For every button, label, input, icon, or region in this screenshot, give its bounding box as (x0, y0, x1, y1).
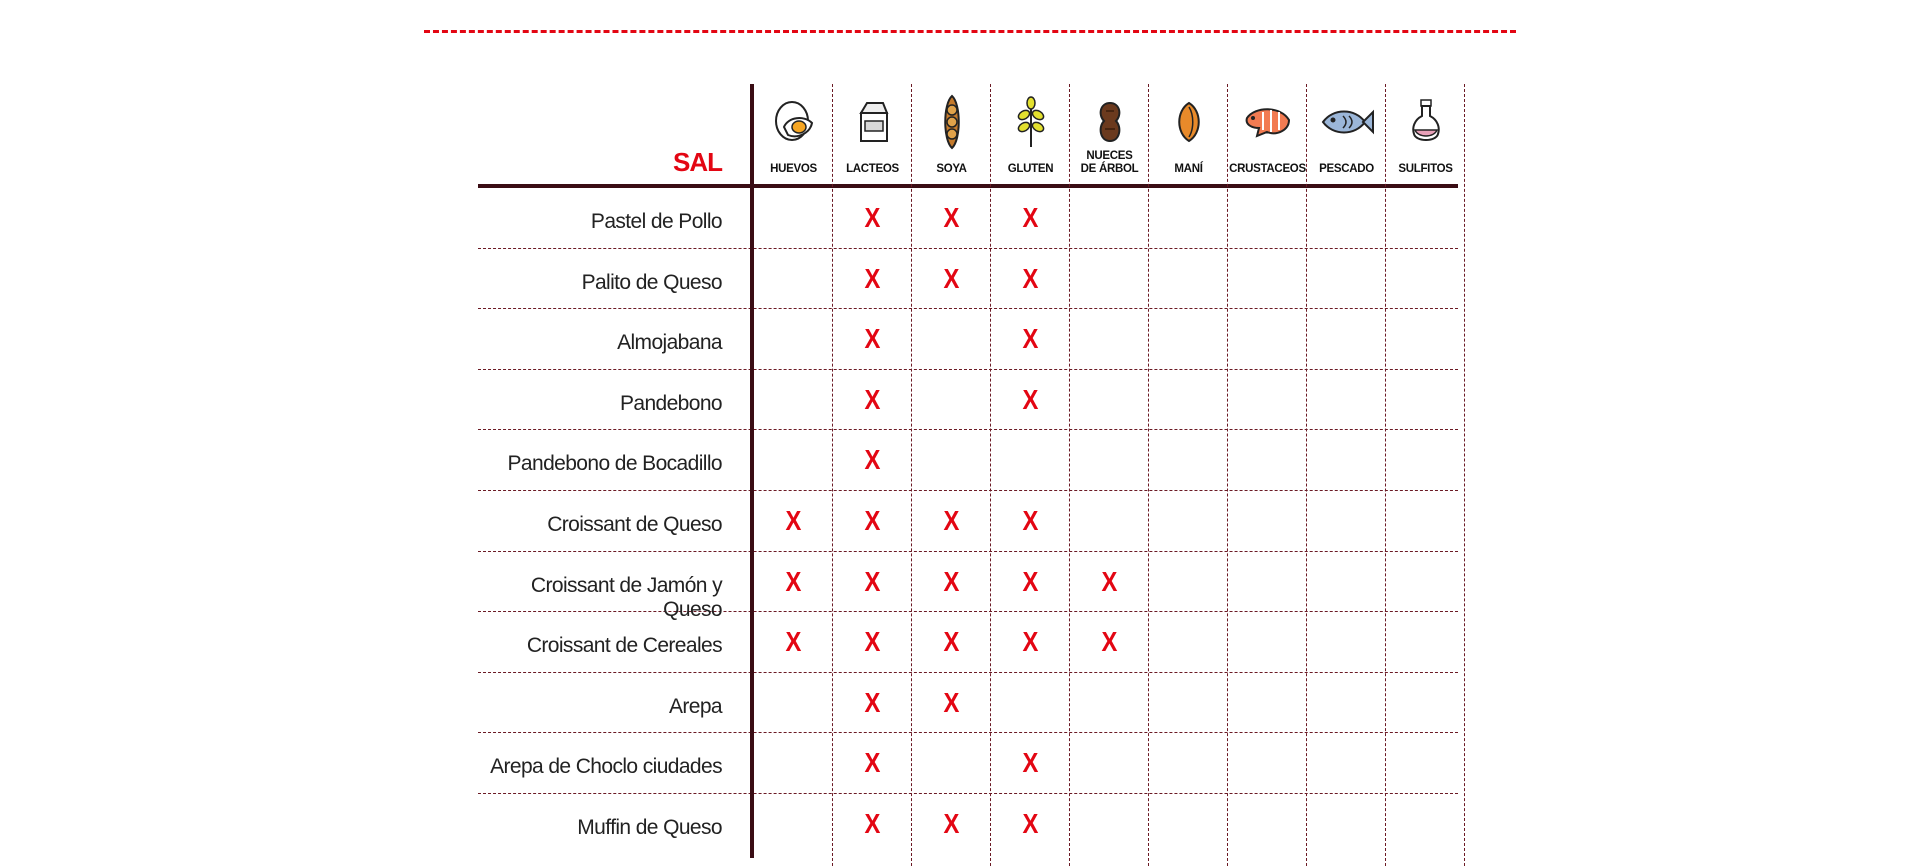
allergen-mark: X (864, 747, 881, 779)
column-divider (1069, 84, 1070, 866)
allergen-cell-empty (1313, 188, 1380, 248)
allergen-cell-empty (1392, 673, 1459, 733)
allergen-cell-empty (1155, 370, 1222, 430)
allergen-cell-empty (1392, 491, 1459, 551)
column-divider (990, 84, 991, 866)
allergen-cell-empty (760, 188, 827, 248)
allergen-mark: X (1022, 626, 1039, 658)
allergen-mark: X (785, 565, 802, 597)
product-name: Arepa de Choclo ciudades (490, 755, 722, 779)
allergen-cell-empty (1392, 733, 1459, 793)
column-label: SULFITOS (1398, 163, 1453, 175)
allergen-cell-empty (1313, 309, 1380, 369)
allergen-cell-empty (1076, 249, 1143, 309)
column-label: MANÍ (1174, 163, 1203, 175)
milk-carton-icon (833, 96, 912, 148)
allergen-cell-empty (1392, 249, 1459, 309)
allergen-cell-empty (1392, 612, 1459, 672)
table-row (478, 552, 1458, 621)
allergen-mark: X (785, 504, 802, 536)
allergen-cell-empty (1392, 188, 1459, 248)
allergen-cell-empty (760, 309, 827, 369)
tree-nut-icon (1070, 96, 1149, 148)
allergen-cell-empty (1076, 370, 1143, 430)
allergen-cell-empty (997, 673, 1064, 733)
column-header-huevos (754, 84, 833, 184)
table-row (478, 430, 1458, 491)
table-row (478, 249, 1458, 310)
allergen-cell-empty (1155, 673, 1222, 733)
allergen-cell-empty (1234, 309, 1301, 369)
allergen-mark: X (1022, 504, 1039, 536)
allergen-mark: X (785, 626, 802, 658)
allergen-cell-empty (760, 430, 827, 490)
allergen-mark: X (864, 323, 881, 355)
column-label: NUECES DE ÁRBOL (1080, 150, 1139, 175)
allergen-cell-empty (1392, 309, 1459, 369)
allergen-mark: X (1022, 565, 1039, 597)
allergen-cell-empty (1392, 794, 1459, 854)
allergen-mark: X (943, 202, 960, 233)
product-name: Croissant de Queso (547, 512, 722, 536)
allergen-mark: X (1022, 323, 1039, 355)
allergen-mark: X (943, 504, 960, 536)
allergen-cell-empty (918, 430, 985, 490)
allergen-cell-empty (1313, 612, 1380, 672)
allergen-cell-empty (1234, 673, 1301, 733)
almond-icon (1149, 96, 1228, 148)
table-row (478, 491, 1458, 552)
column-divider (911, 84, 912, 866)
allergen-mark: X (864, 686, 881, 718)
allergen-cell-empty (1313, 552, 1380, 612)
allergen-cell-empty (1155, 491, 1222, 551)
allergen-cell-empty (1076, 188, 1143, 248)
allergen-cell-empty (1313, 794, 1380, 854)
section-title: SAL (673, 147, 722, 177)
table-row (478, 370, 1458, 431)
allergen-mark: X (864, 504, 881, 536)
allergen-cell-empty (1392, 430, 1459, 490)
allergen-mark: X (943, 807, 960, 839)
column-divider (1148, 84, 1149, 866)
egg-icon (754, 96, 833, 148)
allergen-cell-empty (1313, 491, 1380, 551)
column-header-sulfitos (1386, 84, 1465, 184)
allergen-cell-empty (1155, 249, 1222, 309)
allergen-cell-empty (1076, 430, 1143, 490)
allergen-mark: X (864, 565, 881, 597)
allergen-cell-empty (1155, 309, 1222, 369)
column-divider (1227, 84, 1228, 866)
top-dashed-rule (424, 30, 1516, 33)
allergen-cell-empty (1234, 370, 1301, 430)
column-divider (1306, 84, 1307, 866)
product-name: Croissant de Cereales (526, 634, 722, 658)
allergen-cell-empty (1155, 188, 1222, 248)
allergen-cell-empty (1155, 552, 1222, 612)
column-label: GLUTEN (1007, 163, 1054, 175)
allergen-cell-empty (1234, 552, 1301, 612)
allergen-cell-empty (1313, 673, 1380, 733)
allergen-mark: X (864, 626, 881, 658)
allergen-mark: X (864, 262, 881, 294)
product-name: Croissant de Jamón y Queso (530, 573, 722, 621)
allergen-cell-empty (1076, 673, 1143, 733)
allergen-mark: X (1101, 565, 1118, 597)
allergen-cell-empty (1155, 612, 1222, 672)
column-header-soya (912, 84, 991, 184)
column-label: PESCADO (1319, 163, 1374, 175)
column-label: HUEVOS (770, 163, 817, 175)
product-name: Muffin de Queso (577, 815, 722, 839)
product-name: Pandebono de Bocadillo (507, 452, 722, 476)
allergen-cell-empty (1234, 430, 1301, 490)
allergen-cell-empty (1234, 612, 1301, 672)
table-body (478, 188, 1458, 855)
allergen-cell-empty (760, 733, 827, 793)
allergen-cell-empty (760, 370, 827, 430)
allergen-cell-empty (1313, 370, 1380, 430)
allergen-cell-empty (1076, 794, 1143, 854)
soy-pod-icon (912, 96, 991, 148)
column-header-lacteos (833, 84, 912, 184)
column-header-mani (1149, 84, 1228, 184)
wheat-icon (991, 96, 1070, 148)
allergen-mark: X (1022, 383, 1039, 415)
column-divider (832, 84, 833, 866)
allergen-mark: X (864, 807, 881, 839)
allergen-cell-empty (1392, 552, 1459, 612)
allergen-cell-empty (1076, 733, 1143, 793)
product-name: Arepa (668, 694, 722, 718)
allergen-mark: X (864, 444, 881, 476)
allergen-mark: X (864, 383, 881, 415)
allergen-mark: X (1022, 262, 1039, 294)
product-name: Pandebono (619, 391, 722, 415)
allergen-cell-empty (1234, 733, 1301, 793)
product-name: Almojabana (617, 331, 722, 355)
column-header-nueces-de-arbol (1070, 84, 1149, 184)
allergen-cell-empty (1076, 309, 1143, 369)
allergen-cell-empty (918, 370, 985, 430)
allergen-cell-empty (1234, 249, 1301, 309)
allergen-mark: X (864, 202, 881, 233)
allergen-mark: X (1022, 807, 1039, 839)
allergen-cell-empty (1076, 491, 1143, 551)
allergen-cell-empty (1234, 794, 1301, 854)
column-header-gluten (991, 84, 1070, 184)
allergen-cell-empty (1155, 733, 1222, 793)
allergen-cell-empty (918, 733, 985, 793)
column-label: LACTEOS (846, 163, 899, 175)
allergen-mark: X (1022, 202, 1039, 233)
allergen-cell-empty (1313, 733, 1380, 793)
allergen-cell-empty (1392, 370, 1459, 430)
product-name: Palito de Queso (581, 270, 722, 294)
allergen-cell-empty (997, 430, 1064, 490)
table-header (478, 84, 1458, 188)
column-divider (1385, 84, 1386, 866)
flask-icon (1386, 96, 1465, 148)
allergen-cell-empty (1313, 249, 1380, 309)
allergen-mark: X (943, 626, 960, 658)
allergen-cell-empty (760, 249, 827, 309)
allergen-cell-empty (1155, 430, 1222, 490)
table-row (478, 794, 1458, 855)
column-divider (1464, 84, 1465, 866)
allergen-table (478, 84, 1458, 855)
allergen-cell-empty (1155, 794, 1222, 854)
allergen-cell-empty (760, 673, 827, 733)
allergen-mark: X (943, 686, 960, 718)
allergen-cell-empty (918, 309, 985, 369)
column-label: SOYA (936, 163, 967, 175)
allergen-mark: X (1101, 626, 1118, 658)
column-label: CRUSTACEOS (1229, 163, 1306, 175)
allergen-cell-empty (1234, 188, 1301, 248)
allergen-cell-empty (1313, 430, 1380, 490)
product-name: Pastel de Pollo (590, 210, 722, 233)
fish-icon (1307, 96, 1386, 148)
vertical-rule-main (750, 84, 754, 858)
table-row (478, 673, 1458, 734)
allergen-mark: X (1022, 747, 1039, 779)
table-row (478, 309, 1458, 370)
allergen-cell-empty (760, 794, 827, 854)
allergen-mark: X (943, 262, 960, 294)
table-row (478, 733, 1458, 794)
column-header-pescado (1307, 84, 1386, 184)
column-header-crustaceos (1228, 84, 1307, 184)
allergen-mark: X (943, 565, 960, 597)
shrimp-icon (1228, 96, 1307, 148)
table-row (478, 188, 1458, 249)
allergen-cell-empty (1234, 491, 1301, 551)
table-row (478, 612, 1458, 673)
